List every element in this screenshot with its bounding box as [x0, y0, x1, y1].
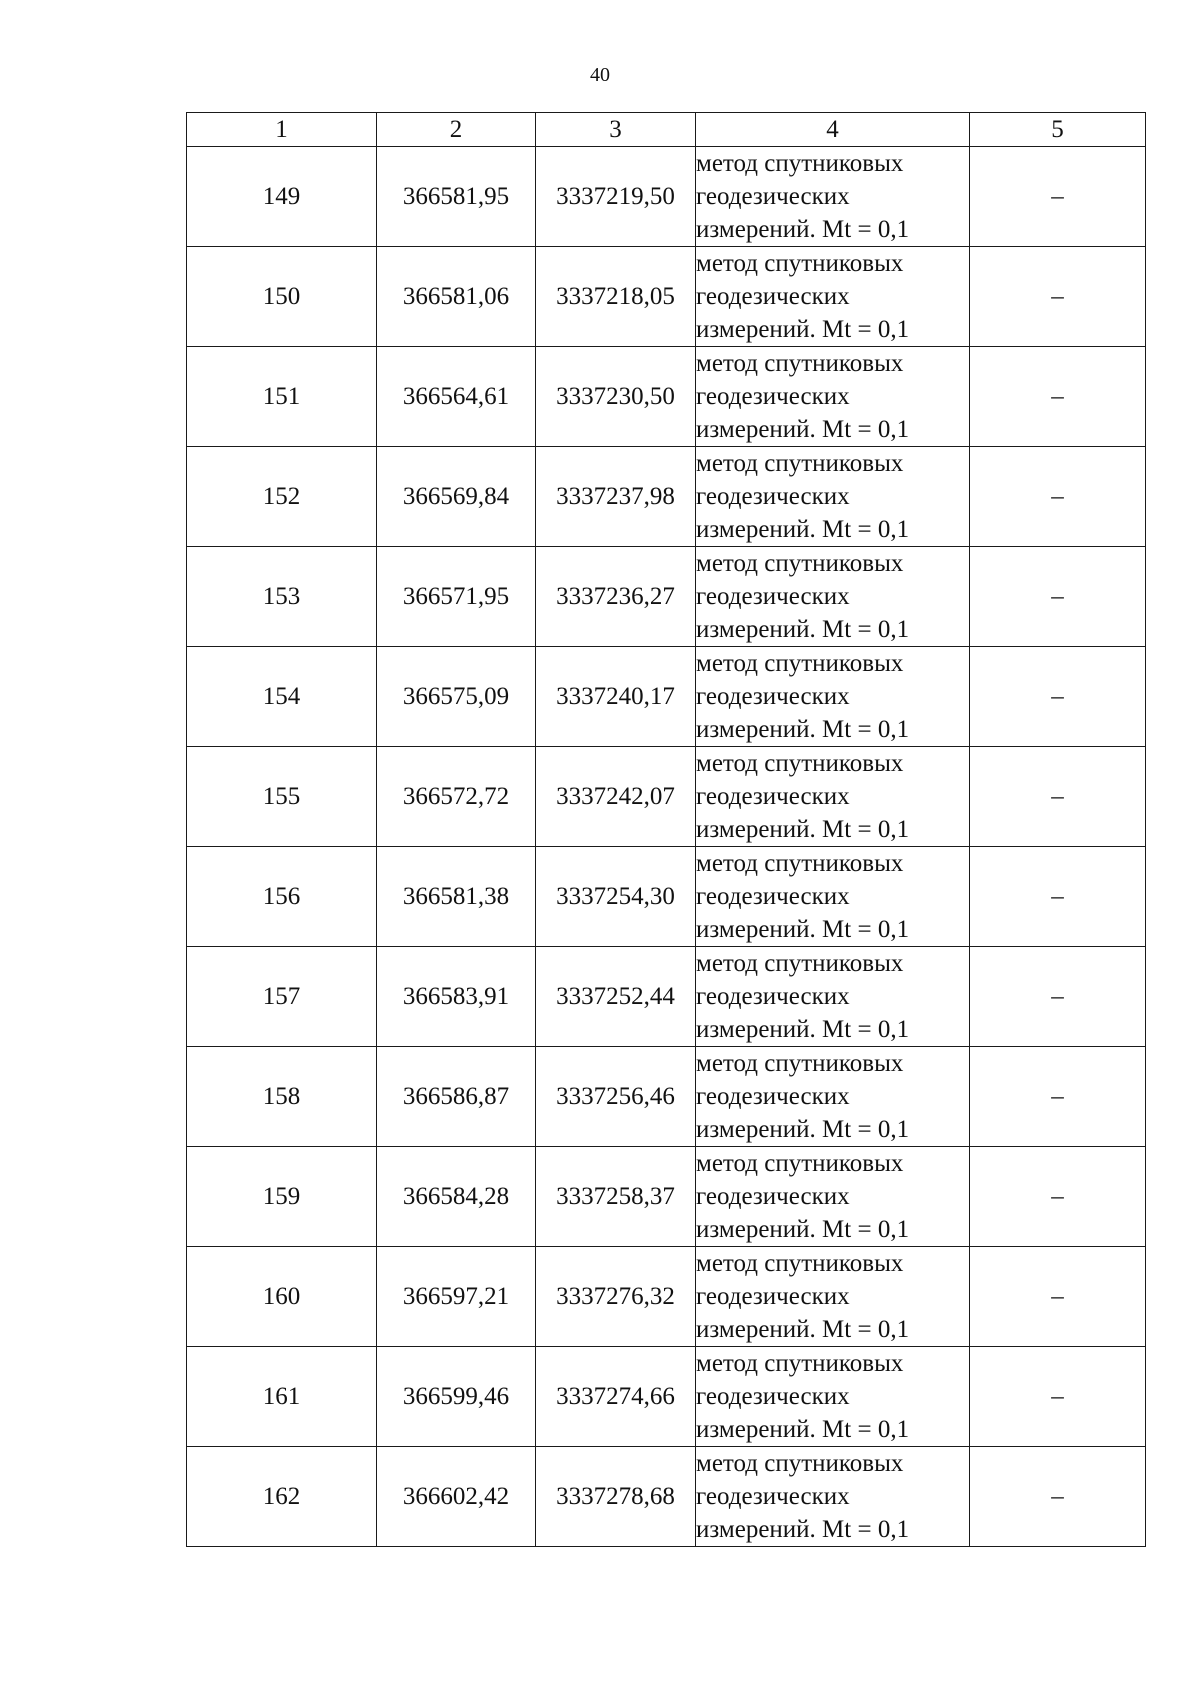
y-coordinate-cell: 3337236,27	[536, 547, 696, 647]
x-coordinate-cell: 366575,09	[377, 647, 536, 747]
method-line: геодезических	[696, 783, 850, 810]
note-cell: –	[970, 1447, 1146, 1547]
method-line: геодезических	[696, 483, 850, 510]
x-coordinate-cell: 366584,28	[377, 1147, 536, 1247]
x-coordinate-cell: 366581,95	[377, 147, 536, 247]
column-header-4: 4	[696, 113, 970, 147]
method-line: метод спутниковых	[696, 1150, 904, 1177]
x-coordinate-cell: 366581,06	[377, 247, 536, 347]
method-line: геодезических	[696, 283, 850, 310]
method-cell	[696, 947, 970, 1047]
note-cell: –	[970, 247, 1146, 347]
method-line: геодезических	[696, 583, 850, 610]
method-line: метод спутниковых	[696, 850, 904, 877]
page-number: 40	[590, 64, 610, 86]
table-body	[187, 147, 1146, 1547]
method-line: геодезических	[696, 1483, 850, 1510]
x-coordinate-cell: 366586,87	[377, 1047, 536, 1147]
method-line: измерений. Mt = 0,1	[696, 1216, 910, 1243]
method-line: метод спутниковых	[696, 350, 904, 377]
y-coordinate-cell: 3337274,66	[536, 1347, 696, 1447]
table-row	[187, 847, 1146, 947]
point-number-cell: 153	[187, 547, 377, 647]
method-line: измерений. Mt = 0,1	[696, 216, 910, 243]
table-row	[187, 1047, 1146, 1147]
table-row	[187, 247, 1146, 347]
note-cell: –	[970, 1147, 1146, 1247]
point-number-cell: 158	[187, 1047, 377, 1147]
note-cell: –	[970, 1047, 1146, 1147]
note-cell: –	[970, 547, 1146, 647]
method-line: метод спутниковых	[696, 1050, 904, 1077]
method-line: геодезических	[696, 683, 850, 710]
x-coordinate-cell: 366572,72	[377, 747, 536, 847]
point-number-cell: 149	[187, 147, 377, 247]
note-cell: –	[970, 147, 1146, 247]
x-coordinate-cell: 366602,42	[377, 1447, 536, 1547]
table-header-row	[187, 113, 1146, 147]
x-coordinate-cell: 366569,84	[377, 447, 536, 547]
method-line: измерений. Mt = 0,1	[696, 616, 910, 643]
y-coordinate-cell: 3337242,07	[536, 747, 696, 847]
table-row	[187, 1347, 1146, 1447]
column-header-3: 3	[536, 113, 696, 147]
x-coordinate-cell: 366597,21	[377, 1247, 536, 1347]
x-coordinate-cell: 366581,38	[377, 847, 536, 947]
method-cell	[696, 1147, 970, 1247]
method-line: измерений. Mt = 0,1	[696, 1516, 910, 1543]
method-line: измерений. Mt = 0,1	[696, 816, 910, 843]
method-line: метод спутниковых	[696, 950, 904, 977]
method-cell	[696, 1447, 970, 1547]
y-coordinate-cell: 3337256,46	[536, 1047, 696, 1147]
method-line: метод спутниковых	[696, 450, 904, 477]
method-cell	[696, 847, 970, 947]
method-cell	[696, 1047, 970, 1147]
method-line: геодезических	[696, 883, 850, 910]
note-cell: –	[970, 647, 1146, 747]
table-row	[187, 347, 1146, 447]
y-coordinate-cell: 3337218,05	[536, 247, 696, 347]
method-line: измерений. Mt = 0,1	[696, 916, 910, 943]
table-row	[187, 747, 1146, 847]
method-cell	[696, 1247, 970, 1347]
note-cell: –	[970, 447, 1146, 547]
method-cell	[696, 247, 970, 347]
table-row	[187, 447, 1146, 547]
point-number-cell: 162	[187, 1447, 377, 1547]
method-line: геодезических	[696, 183, 850, 210]
table-row	[187, 947, 1146, 1047]
method-line: измерений. Mt = 0,1	[696, 1316, 910, 1343]
method-line: метод спутниковых	[696, 150, 904, 177]
column-header-2: 2	[377, 113, 536, 147]
note-cell: –	[970, 1247, 1146, 1347]
point-number-cell: 151	[187, 347, 377, 447]
y-coordinate-cell: 3337276,32	[536, 1247, 696, 1347]
method-line: геодезических	[696, 1183, 850, 1210]
coordinates-table	[186, 112, 1146, 1547]
point-number-cell: 150	[187, 247, 377, 347]
method-cell	[696, 147, 970, 247]
method-line: измерений. Mt = 0,1	[696, 716, 910, 743]
method-cell	[696, 647, 970, 747]
point-number-cell: 157	[187, 947, 377, 1047]
method-cell	[696, 747, 970, 847]
method-line: геодезических	[696, 383, 850, 410]
method-line: геодезических	[696, 1283, 850, 1310]
table-row	[187, 647, 1146, 747]
method-line: метод спутниковых	[696, 1250, 904, 1277]
y-coordinate-cell: 3337240,17	[536, 647, 696, 747]
table-row	[187, 1447, 1146, 1547]
x-coordinate-cell: 366571,95	[377, 547, 536, 647]
method-line: метод спутниковых	[696, 750, 904, 777]
method-line: геодезических	[696, 1083, 850, 1110]
point-number-cell: 160	[187, 1247, 377, 1347]
y-coordinate-cell: 3337219,50	[536, 147, 696, 247]
point-number-cell: 156	[187, 847, 377, 947]
note-cell: –	[970, 1347, 1146, 1447]
table-row	[187, 147, 1146, 247]
method-line: измерений. Mt = 0,1	[696, 516, 910, 543]
point-number-cell: 159	[187, 1147, 377, 1247]
table-row	[187, 1147, 1146, 1247]
method-line: геодезических	[696, 1383, 850, 1410]
column-header-5: 5	[970, 113, 1146, 147]
method-line: метод спутниковых	[696, 550, 904, 577]
table-row	[187, 547, 1146, 647]
y-coordinate-cell: 3337254,30	[536, 847, 696, 947]
table-row	[187, 1247, 1146, 1347]
note-cell: –	[970, 847, 1146, 947]
method-cell	[696, 347, 970, 447]
method-cell	[696, 1347, 970, 1447]
note-cell: –	[970, 947, 1146, 1047]
method-line: метод спутниковых	[696, 1450, 904, 1477]
point-number-cell: 154	[187, 647, 377, 747]
method-line: метод спутниковых	[696, 650, 904, 677]
point-number-cell: 155	[187, 747, 377, 847]
x-coordinate-cell: 366564,61	[377, 347, 536, 447]
method-cell	[696, 547, 970, 647]
y-coordinate-cell: 3337237,98	[536, 447, 696, 547]
method-cell	[696, 447, 970, 547]
x-coordinate-cell: 366583,91	[377, 947, 536, 1047]
column-header-1: 1	[187, 113, 377, 147]
note-cell: –	[970, 747, 1146, 847]
y-coordinate-cell: 3337252,44	[536, 947, 696, 1047]
method-line: измерений. Mt = 0,1	[696, 416, 910, 443]
note-cell: –	[970, 347, 1146, 447]
point-number-cell: 161	[187, 1347, 377, 1447]
x-coordinate-cell: 366599,46	[377, 1347, 536, 1447]
point-number-cell: 152	[187, 447, 377, 547]
method-line: метод спутниковых	[696, 1350, 904, 1377]
method-line: метод спутниковых	[696, 250, 904, 277]
method-line: геодезических	[696, 983, 850, 1010]
method-line: измерений. Mt = 0,1	[696, 316, 910, 343]
y-coordinate-cell: 3337230,50	[536, 347, 696, 447]
method-line: измерений. Mt = 0,1	[696, 1016, 910, 1043]
method-line: измерений. Mt = 0,1	[696, 1116, 910, 1143]
method-line: измерений. Mt = 0,1	[696, 1416, 910, 1443]
y-coordinate-cell: 3337278,68	[536, 1447, 696, 1547]
y-coordinate-cell: 3337258,37	[536, 1147, 696, 1247]
